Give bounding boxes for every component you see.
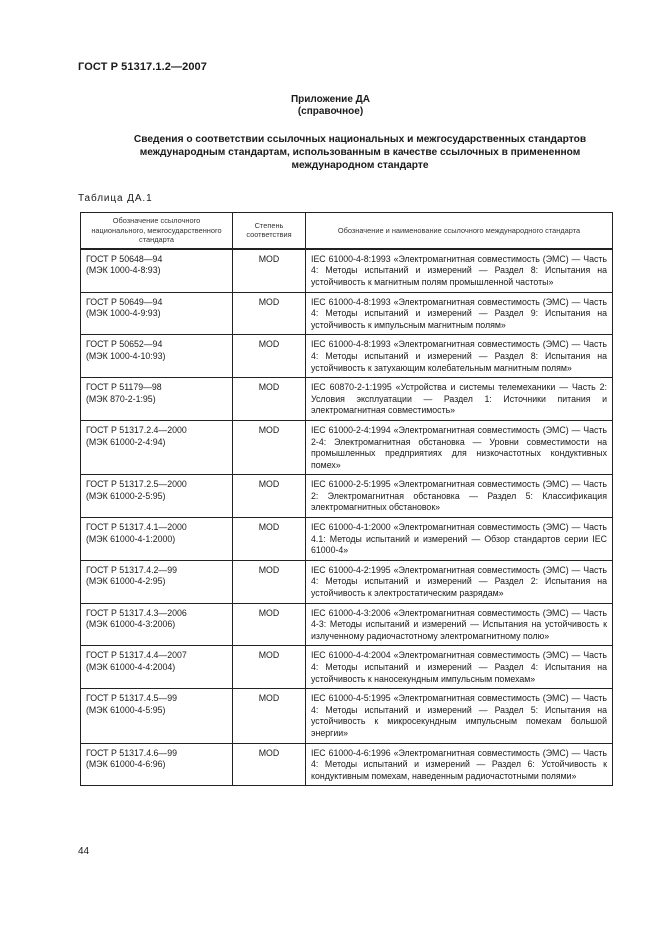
iec-reference: (МЭК 61000-4-4:2004): [86, 662, 176, 672]
heading-line: международным стандартам, использованным в качестве ссылочных в примененном: [139, 147, 581, 158]
national-standard-code: ГОСТ Р 50649—94: [86, 296, 163, 307]
degree-cell: MOD: [233, 378, 306, 421]
table-row: [81, 603, 613, 646]
degree-cell: MOD: [233, 420, 306, 474]
degree-cell: MOD: [233, 560, 306, 603]
table-header-row: [81, 213, 613, 249]
national-standard-code: ГОСТ Р 51317.4.3—2006: [86, 607, 187, 618]
national-standard-cell: [81, 249, 233, 292]
national-standard-cell: [81, 603, 233, 646]
international-standard-cell: IEC 61000-4-5:1995 «Электромагнитная совместимость (ЭМС) — Часть 4: Методы испытаний и измерений — Раздел 5: Испытания на устойчивость к микросекундным импульсным помехам большой энергии»: [306, 689, 613, 743]
heading-line: Сведения о соответствии ссылочных национальных и межгосударственных стандартов: [133, 134, 587, 145]
national-standard-cell: [81, 420, 233, 474]
table-row: [81, 560, 613, 603]
iec-reference: (МЭК 61000-4-6:96): [86, 759, 166, 770]
table-row: [81, 249, 613, 292]
table-row: [81, 475, 613, 518]
iec-reference: (МЭК 1000-4-9:93): [86, 308, 161, 319]
degree-cell: MOD: [233, 518, 306, 561]
table-row: [81, 292, 613, 335]
national-standard-cell: [81, 743, 233, 786]
degree-cell: MOD: [233, 292, 306, 335]
degree-cell: MOD: [233, 646, 306, 689]
national-standard-code: ГОСТ Р 51317.2.4—2000: [86, 424, 187, 435]
section-heading: [100, 133, 620, 172]
international-standard-cell: IEC 60870-2-1:1995 «Устройства и системы телемеханики — Часть 2: Условия эксплуатации — Раздел 1: Источники питания и электромагнитная совместимость»: [306, 378, 613, 421]
degree-cell: MOD: [233, 249, 306, 292]
national-standard-cell: [81, 518, 233, 561]
degree-cell: MOD: [233, 335, 306, 378]
heading-line: международном стандарте: [291, 160, 429, 171]
table-row: [81, 646, 613, 689]
appendix-subtitle: (справочное): [297, 106, 364, 117]
table-row: [81, 335, 613, 378]
column-header-international-standard: Обозначение и наименование ссылочного международного стандарта: [306, 213, 613, 249]
table-row: [81, 420, 613, 474]
page-number: 44: [78, 846, 90, 857]
column-header-national-standard: Обозначение ссылочного национального, межгосударственного стандарта: [81, 213, 233, 249]
international-standard-cell: IEC 61000-4-1:2000 «Электромагнитная совместимость (ЭМС) — Часть 4.1: Методы испытаний и измерений — Обзор стандартов серии IEC 61000-4»: [306, 518, 613, 561]
national-standard-code: ГОСТ Р 50652—94: [86, 339, 163, 350]
degree-cell: MOD: [233, 689, 306, 743]
table-row: [81, 689, 613, 743]
national-standard-cell: [81, 475, 233, 518]
international-standard-cell: IEC 61000-4-8:1993 «Электромагнитная совместимость (ЭМС) — Часть 4: Методы испытаний и измерений — Раздел 9: Испытания на устойчивость к импульсным магнитным полям»: [306, 292, 613, 335]
degree-cell: MOD: [233, 475, 306, 518]
iec-reference: (МЭК 870-2-1:95): [86, 393, 156, 404]
national-standard-cell: [81, 292, 233, 335]
iec-reference: (МЭК 61000-4-3:2006): [86, 619, 176, 630]
international-standard-cell: IEC 61000-2-4:1994 «Электромагнитная совместимость (ЭМС) — Часть 2-4: Электромагнитная обстановка — Уровни совместимости на промышленных предприятиях для низкочастотных кондуктивных помех»: [306, 420, 613, 474]
document-code: ГОСТ Р 51317.1.2—2007: [78, 61, 207, 73]
international-standard-cell: IEC 61000-4-6:1996 «Электромагнитная совместимость (ЭМС) — Часть 4: Методы испытаний и измерений — Раздел 6: Устойчивость к кондуктивным помехам, наведенным радиочастотными полями»: [306, 743, 613, 786]
national-standard-cell: [81, 378, 233, 421]
national-standard-code: ГОСТ Р 51317.4.6—99: [86, 747, 178, 758]
international-standard-cell: IEC 61000-4-8:1993 «Электромагнитная совместимость (ЭМС) — Часть 4: Методы испытаний и измерений — Раздел 8: Испытания на устойчивость к затухающим колебательным магнитным полям»: [306, 335, 613, 378]
iec-reference: (МЭК 1000-4-10:93): [86, 350, 166, 361]
national-standard-cell: [81, 560, 233, 603]
iec-reference: (МЭК 61000-2-5:95): [86, 490, 166, 501]
national-standard-code: ГОСТ Р 51317.4.5—99: [86, 693, 178, 704]
national-standard-cell: [81, 335, 233, 378]
iec-reference: (МЭК 61000-4-2:95): [86, 576, 166, 587]
iec-reference: (МЭК 61000-2-4:94): [86, 436, 166, 447]
national-standard-code: ГОСТ Р 51317.4.4—2007: [86, 650, 187, 661]
degree-cell: MOD: [233, 743, 306, 786]
international-standard-cell: IEC 61000-4-4:2004 «Электромагнитная совместимость (ЭМС) — Часть 4: Методы испытаний и измерений — Раздел 4: Испытания на устойчивость к наносекундным импульсным помехам»: [306, 646, 613, 689]
table-row: [81, 378, 613, 421]
national-standard-cell: [81, 646, 233, 689]
table-row: [81, 743, 613, 786]
table-row: [81, 518, 613, 561]
international-standard-cell: IEC 61000-4-2:1995 «Электромагнитная совместимость (ЭМС) — Часть 4: Методы испытаний и измерений — Раздел 2: Испытания на устойчивость к электростатическим разрядам»: [306, 560, 613, 603]
column-header-degree: Степень соответствия: [233, 213, 306, 249]
national-standard-code: ГОСТ Р 50648—94: [86, 253, 163, 264]
national-standard-code: ГОСТ Р 51317.4.2—99: [86, 564, 178, 575]
international-standard-cell: IEC 61000-4-8:1993 «Электромагнитная совместимость (ЭМС) — Часть 4: Методы испытаний и измерений — Раздел 8: Испытания на устойчивость к магнитным полям промышленной частоты»: [306, 249, 613, 292]
degree-cell: MOD: [233, 603, 306, 646]
international-standard-cell: IEC 61000-2-5:1995 «Электромагнитная совместимость (ЭМС) — Часть 2: Электромагнитная обстановка — Раздел 5: Классификация электромагнитных обстановок»: [306, 475, 613, 518]
iec-reference: (МЭК 1000-4-8:93): [86, 265, 161, 276]
table-caption: Таблица ДА.1: [78, 193, 153, 204]
appendix-title: Приложение ДА: [290, 94, 371, 105]
correspondence-table: [80, 212, 613, 786]
national-standard-cell: [81, 689, 233, 743]
national-standard-code: ГОСТ Р 51317.4.1—2000: [86, 522, 187, 533]
international-standard-cell: IEC 61000-4-3:2006 «Электромагнитная совместимость (ЭМС) — Часть 4-3: Методы испытаний и измерений — Испытания на устойчивость к излученному радиочастотному электромагнитному полю»: [306, 603, 613, 646]
iec-reference: (МЭК 61000-4-5:95): [86, 704, 166, 715]
national-standard-code: ГОСТ Р 51317.2.5—2000: [86, 479, 187, 490]
national-standard-code: ГОСТ Р 51179—98: [86, 382, 162, 393]
iec-reference: (МЭК 61000-4-1:2000): [86, 533, 176, 544]
